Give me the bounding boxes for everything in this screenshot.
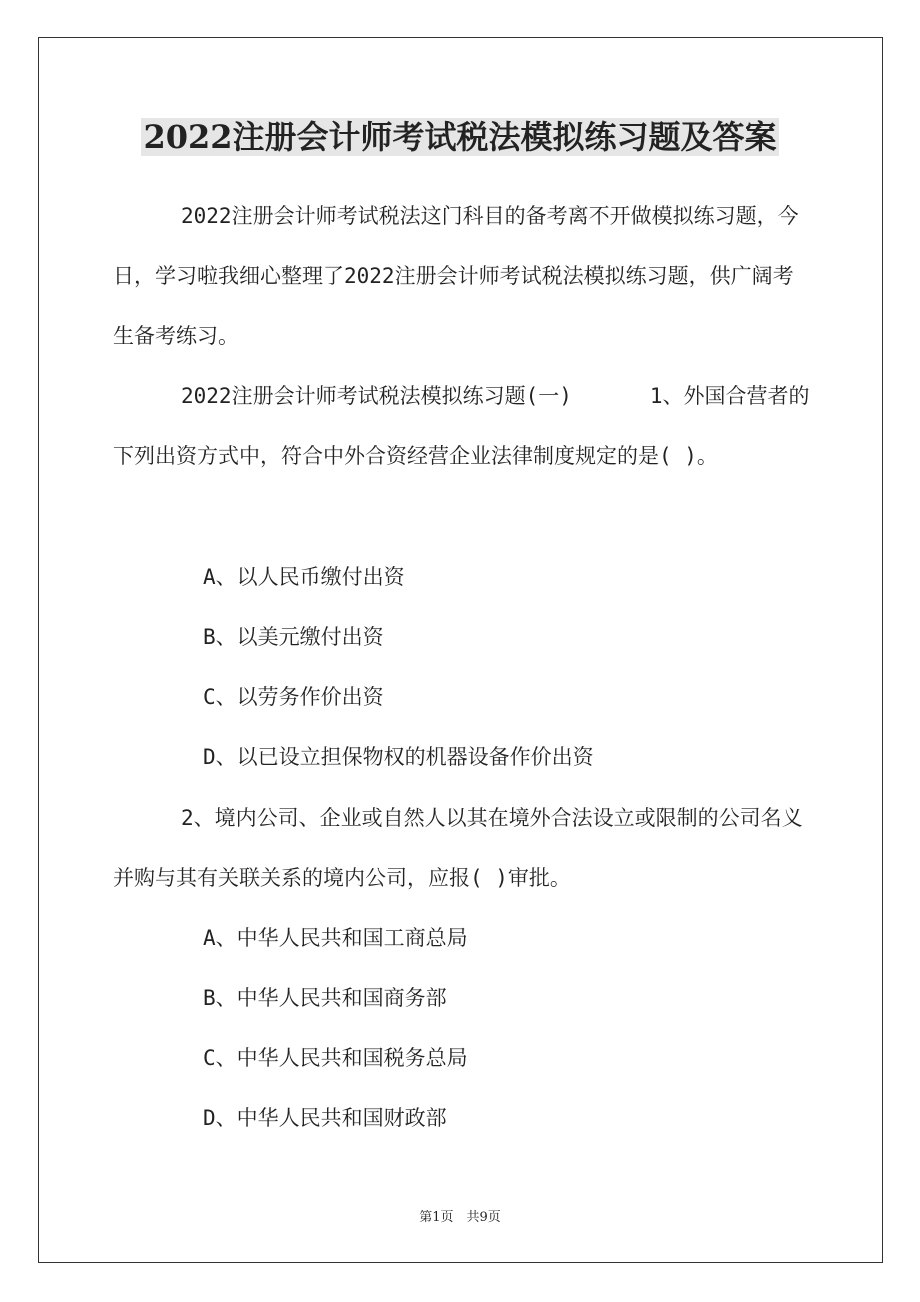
q2-option-b: B、中华人民共和国商务部 <box>203 986 447 1010</box>
section-heading: 2022注册会计师考试税法模拟练习题(一) <box>181 384 572 408</box>
question-1-paragraph <box>113 366 813 486</box>
q2-option-c: C、中华人民共和国税务总局 <box>203 1046 468 1070</box>
page-number: 第1页 共9页 <box>419 1210 501 1225</box>
q1-option-b: B、以美元缴付出资 <box>203 625 384 649</box>
q1-option-d: D、以已设立担保物权的机器设备作价出资 <box>203 745 594 769</box>
q2-option-d: D、中华人民共和国财政部 <box>203 1106 447 1130</box>
question-1-text: 1、外国合营者的下列出资方式中，符合中外合资经营企业法律制度规定的是( )。 <box>113 384 810 468</box>
document-title <box>0 113 920 161</box>
title-text: 2022注册会计师考试税法模拟练习题及答案 <box>143 118 777 156</box>
q1-option-c: C、以劳务作价出资 <box>203 685 384 709</box>
question-2-text: 2、境内公司、企业或自然人以其在境外合法设立或限制的公司名义并购与其有关联关系的境内公司，应报( )审批。 <box>113 806 803 890</box>
q2-option-a: A、中华人民共和国工商总局 <box>203 926 468 950</box>
q1-option-a: A、以人民币缴付出资 <box>203 565 405 589</box>
intro-paragraph: 2022注册会计师考试税法这门科目的备考离不开做模拟练习题，今日，学习啦我细心整理了2022注册会计师考试税法模拟练习题，供广阔考生备考练习。 <box>113 204 799 348</box>
